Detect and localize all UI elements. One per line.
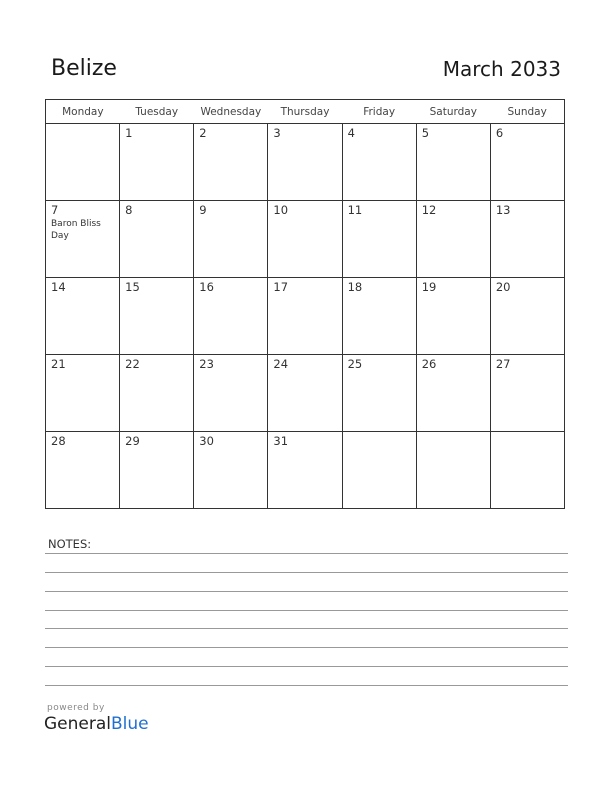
note-line — [45, 591, 568, 592]
weekday-thursday: Thursday — [268, 100, 342, 124]
brand-logo — [44, 714, 149, 734]
day-number: 28 — [51, 434, 66, 448]
day-cell — [342, 355, 416, 432]
note-line — [45, 572, 568, 573]
week-row — [46, 124, 565, 201]
day-cell — [342, 432, 416, 509]
day-cell — [342, 201, 416, 278]
holiday-label: Baron Bliss Day — [51, 219, 101, 241]
day-cell — [490, 278, 564, 355]
weekday-saturday: Saturday — [416, 100, 490, 124]
day-number: 3 — [273, 126, 281, 140]
weekday-tuesday: Tuesday — [120, 100, 194, 124]
brand-name-blue: Blue — [111, 714, 149, 734]
day-cell — [120, 124, 194, 201]
note-line — [45, 610, 568, 611]
day-cell — [194, 355, 268, 432]
day-cell — [416, 432, 490, 509]
day-number: 5 — [421, 126, 430, 140]
day-cell — [416, 201, 490, 278]
note-line — [45, 666, 568, 667]
week-row — [46, 432, 565, 509]
day-cell — [268, 201, 342, 278]
weekday-sunday: Sunday — [490, 100, 564, 124]
day-number — [46, 124, 119, 126]
day-cell — [46, 355, 120, 432]
day-number: 13 — [495, 203, 511, 217]
day-cell — [120, 201, 194, 278]
weekday-header-row — [46, 100, 565, 124]
country-title: Belize — [51, 56, 117, 81]
powered-by-text: powered by — [47, 703, 105, 713]
day-cell — [416, 355, 490, 432]
day-number: 30 — [199, 434, 214, 448]
day-cell — [490, 432, 564, 509]
week-row — [46, 278, 565, 355]
day-cell — [490, 201, 564, 278]
day-cell — [46, 278, 120, 355]
day-number: 1 — [125, 126, 133, 140]
day-number: 8 — [125, 203, 133, 217]
day-cell — [46, 201, 120, 278]
day-cell — [194, 432, 268, 509]
day-number: 2 — [199, 126, 207, 140]
day-cell — [46, 432, 120, 509]
note-line — [45, 628, 568, 629]
note-line — [45, 553, 568, 554]
note-line — [45, 685, 568, 686]
day-cell — [120, 278, 194, 355]
day-cell — [268, 278, 342, 355]
day-number: 10 — [273, 203, 289, 217]
footer-branding — [44, 703, 149, 734]
day-number: 9 — [199, 203, 207, 217]
week-row — [46, 201, 565, 278]
day-number: 14 — [51, 280, 66, 294]
notes-label: NOTES: — [48, 537, 92, 551]
day-number: 31 — [273, 434, 289, 448]
month-title: March 2033 — [442, 57, 561, 81]
day-cell — [120, 432, 194, 509]
day-number: 6 — [495, 126, 504, 140]
day-number: 24 — [273, 357, 289, 371]
day-number: 17 — [273, 280, 289, 294]
day-number: 25 — [347, 357, 363, 371]
day-number: 29 — [125, 434, 140, 448]
day-number: 26 — [421, 357, 437, 371]
day-number: 4 — [347, 126, 355, 140]
day-cell — [268, 355, 342, 432]
day-cell — [194, 201, 268, 278]
day-cell — [194, 278, 268, 355]
day-cell — [416, 124, 490, 201]
day-cell — [342, 124, 416, 201]
day-number: 12 — [421, 203, 437, 217]
day-number: 23 — [199, 357, 214, 371]
day-number: 19 — [421, 280, 437, 294]
day-number — [343, 432, 416, 434]
note-line — [45, 647, 568, 648]
day-number: 15 — [125, 280, 140, 294]
day-cell — [342, 278, 416, 355]
weekday-monday: Monday — [46, 100, 120, 124]
day-cell — [490, 124, 564, 201]
day-cell — [416, 278, 490, 355]
day-cell — [46, 124, 120, 201]
day-cell — [490, 355, 564, 432]
day-cell — [268, 124, 342, 201]
brand-name-general: General — [44, 714, 111, 734]
day-number: 22 — [125, 357, 140, 371]
day-number — [417, 432, 490, 434]
day-number: 7 — [51, 203, 59, 217]
day-number: 18 — [347, 280, 363, 294]
day-number: 20 — [495, 280, 511, 294]
calendar-grid — [45, 99, 565, 509]
day-number: 21 — [51, 357, 66, 371]
day-number: 16 — [199, 280, 214, 294]
day-number: 11 — [347, 203, 363, 217]
weekday-friday: Friday — [342, 100, 416, 124]
week-row — [46, 355, 565, 432]
day-cell — [194, 124, 268, 201]
day-number: 27 — [495, 357, 511, 371]
day-number — [491, 432, 564, 434]
day-cell — [120, 355, 194, 432]
day-cell — [268, 432, 342, 509]
weekday-wednesday: Wednesday — [194, 100, 268, 124]
